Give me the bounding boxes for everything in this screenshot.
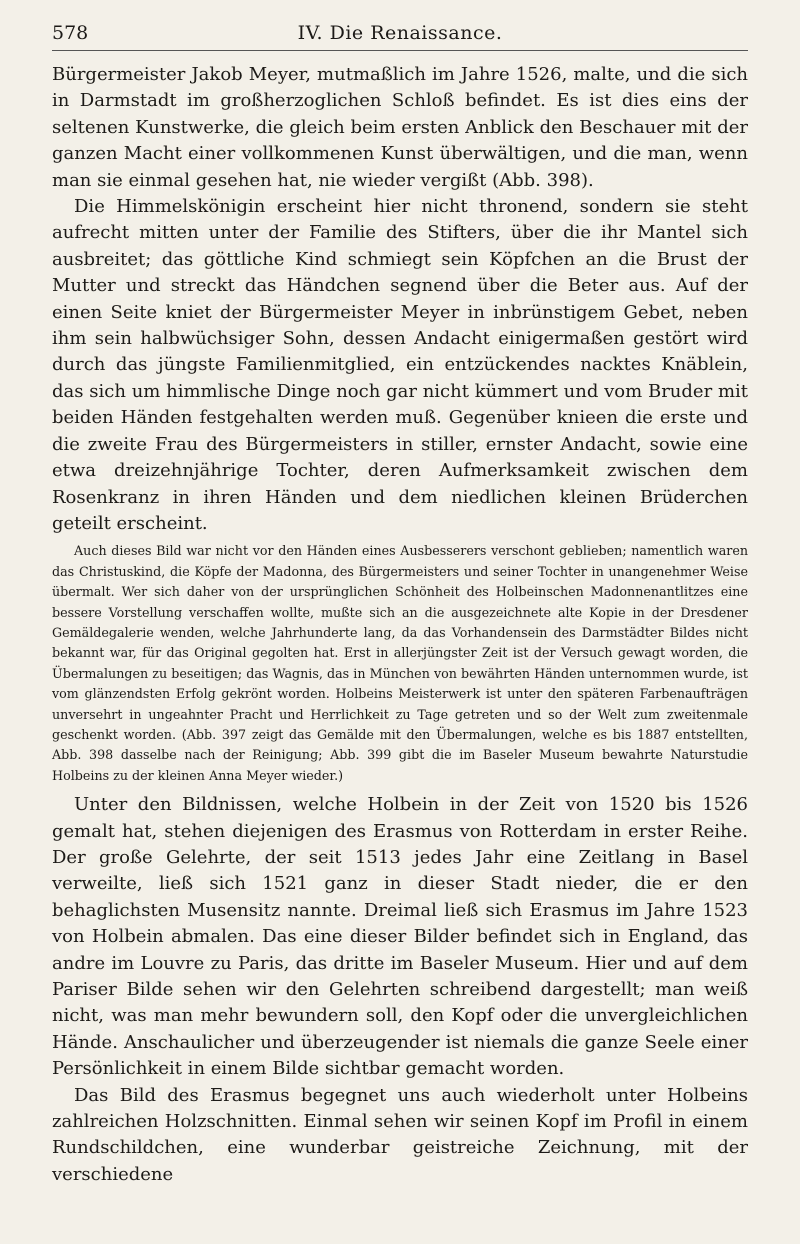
paragraph-erasmus-woodcuts: Das Bild des Erasmus begegnet uns auch wiederholt unter Holbeins zahlreichen Holzschnitten. Einmal sehen wir seinen Kopf im Profil in einem Rundschildchen, eine wunderbar geistreiche Zeichnung, mit der verschiedene <box>52 1084 748 1185</box>
page-number: 578 <box>52 22 89 44</box>
paragraph-madonna-description: Die Himmelskönigin erscheint hier nicht thronend, sondern sie steht aufrecht mitten unter der Familie des Stifters, über die ihr Mantel sich ausbreitet; das göttliche Kind schmiegt sein Köpfchen an die Brust der Mutter und streckt das Händchen segnend über die Beter aus. Auf der einen Seite kniet der Bürgermeister Meyer in inbrünstigem Gebet, neben ihm sein halbwüchsiger Sohn, dessen Andacht einigermaßen gestört wird durch das jüngste Familienmitglied, ein entzückendes nacktes Knäblein, das sich um himmlische Dinge noch gar nicht kümmert und vom Bruder mit beiden Händen festgehalten werden muß. Gegenüber knieen die erste und die zweite Frau des Bürgermeisters in stiller, ernster Andacht, sowie eine etwa dreizehnjährige Tochter, deren Aufmerksamkeit zwischen dem Rosenkranz in ihren Händen und dem niedlichen kleinen Brüderchen geteilt erscheint. <box>52 196 748 534</box>
text-body <box>52 62 748 1188</box>
paragraph-continuation: Bürgermeister Jakob Meyer, mutmaßlich im Jahre 1526, malte, und die sich in Darmstadt im großherzoglichen Schloß befindet. Es ist dies eins der seltenen Kunstwerke, die gleich beim ersten Anblick den Beschauer mit der ganzen Macht einer vollkommenen Kunst überwältigen, und die man, wenn man sie einmal gesehen hat, nie wieder vergißt (Abb. 398). <box>52 64 748 191</box>
running-title: IV. Die Renaissance. <box>297 22 503 44</box>
paragraph-erasmus-portraits: Unter den Bildnissen, welche Holbein in der Zeit von 1520 bis 1526 gemalt hat, stehen diejenigen des Erasmus von Rotterdam in erster Reihe. Der große Gelehrte, der seit 1513 jedes Jahr eine Zeitlang in Basel verweilte, ließ sich 1521 ganz in dieser Stadt nieder, die er den behaglichsten Musensitz nannte. Dreimal ließ sich Erasmus im Jahre 1523 von Holbein abmalen. Das eine dieser Bilder befindet sich in England, das andre im Louvre zu Paris, das dritte im Baseler Museum. Hier und auf dem Pariser Bilde sehen wir den Gelehrten schreibend dargestellt; man weiß nicht, was man mehr bewundern soll, den Kopf oder die unvergleichlichen Hände. Anschaulicher und überzeugender ist niemals die ganze Seele einer Persönlichkeit in einem Bilde sichtbar gemacht worden. <box>52 794 748 1080</box>
header-rule <box>52 50 748 51</box>
running-header <box>52 18 748 48</box>
note-restoration: Auch dieses Bild war nicht vor den Händen eines Ausbesserers verschont geblieben; namentlich waren das Christuskind, die Köpfe der Madonna, des Bürgermeisters und seiner Tochter in unangenehmer Weise übermalt. Wer sich daher von der ursprünglichen Schönheit des Holbeinschen Madonnenantlitzes eine bessere Vorstellung verschaffen wollte, mußte sich an die ausgezeichnete alte Kopie in der Dresdener Gemäldegalerie wenden, welche Jahrhunderte lang, da das Vorhandensein des Darmstädter Bildes nicht bekannt war, für das Original gegolten hat. Erst in allerjüngster Zeit ist der Versuch gewagt worden, die Übermalungen zu beseitigen; das Wagnis, das in München von bewährten Händen unternommen wurde, ist vom glänzendsten Erfolg gekrönt worden. Holbeins Meisterwerk ist unter den späteren Farbenaufträgen unversehrt in ungeahnter Pracht und Herrlichkeit zu Tage getreten und so der Welt zum zweitenmale geschenkt worden. (Abb. 397 zeigt das Gemälde mit den Übermalungen, welche es bis 1887 entstellten, Abb. 398 dasselbe nach der Reinigung; Abb. 399 gibt die im Baseler Museum bewahrte Naturstudie Holbeins zu der kleinen Anna Meyer wieder.) <box>52 543 748 783</box>
